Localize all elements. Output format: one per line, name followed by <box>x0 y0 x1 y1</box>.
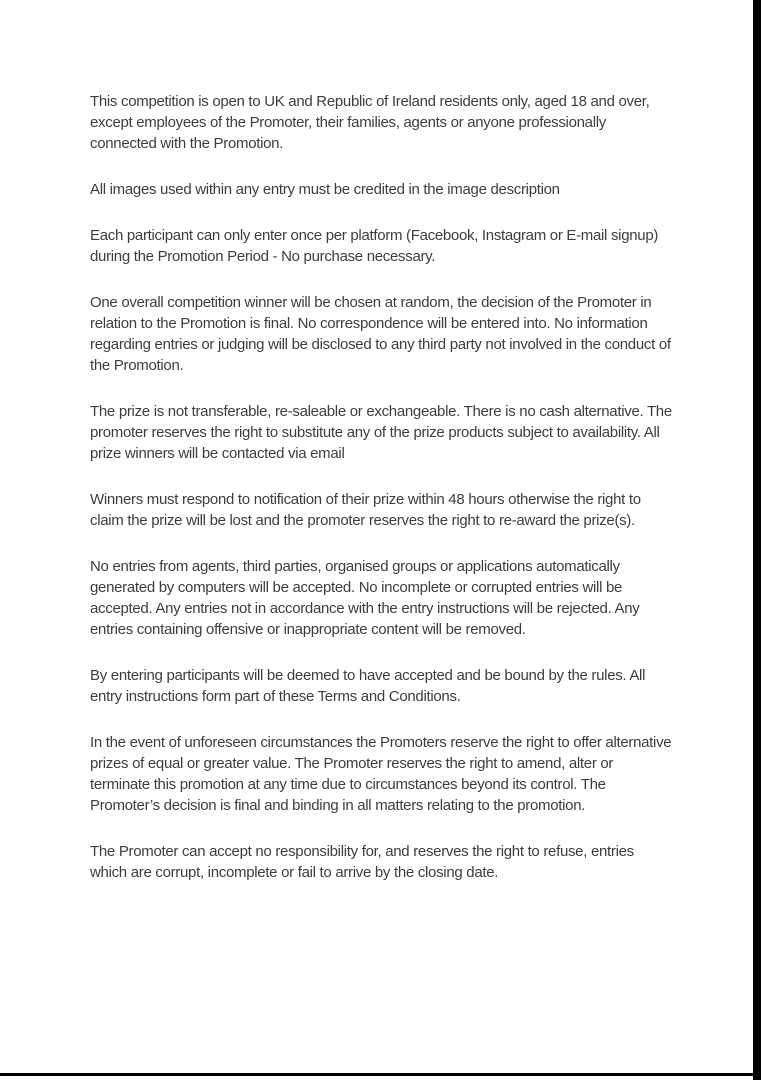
terms-paragraph-entry-restrictions: No entries from agents, third parties, organised groups or applications automatically generated by computers will be accepted. No incomplete or corrupted entries will be accepted. Any entries not in accordance with the entry instructions will be rejected. Any entries containing offensive or inappropriate content will be removed. <box>90 558 640 638</box>
terms-paragraph-entry-limit: Each participant can only enter once per platform (Facebook, Instagram or E-mail signup) during the Promotion Period - No purchase necessary. <box>90 227 659 265</box>
terms-paragraph-winner-selection: One overall competition winner will be chosen at random, the decision of the Promoter in relation to the Promotion is final. No correspondence will be entered into. No information regarding entries or judging will be disclosed to any third party not involved in the conduct of the Promotion. <box>90 294 671 374</box>
terms-paragraph-prize-conditions: The prize is not transferable, re-saleable or exchangeable. There is no cash alternative. The promoter reserves the right to substitute any of the prize products subject to availability. All prize winners will be contacted via email <box>90 403 672 462</box>
terms-text-block <box>90 91 674 908</box>
right-edge-bar <box>753 0 761 1080</box>
terms-paragraph-unforeseen-circumstances: In the event of unforeseen circumstances the Promoters reserve the right to offer alternative prizes of equal or greater value. The Promoter reserves the right to amend, alter or terminate this promotion at any time due to circumstances beyond its control. The Promoter’s decision is final and binding in all matters relating to the promotion. <box>90 734 672 814</box>
bottom-edge-rule <box>0 1073 761 1076</box>
terms-paragraph-responsibility: The Promoter can accept no responsibility for, and reserves the right to refuse, entries which are corrupt, incomplete or fail to arrive by the closing date. <box>90 843 634 881</box>
terms-paragraph-acceptance: By entering participants will be deemed to have accepted and be bound by the rules. All entry instructions form part of these Terms and Conditions. <box>90 667 646 705</box>
terms-paragraph-response-time: Winners must respond to notification of their prize within 48 hours otherwise the right to claim the prize will be lost and the promoter reserves the right to re-award the prize(s). <box>90 491 641 529</box>
terms-paragraph-image-credit: All images used within any entry must be credited in the image description <box>90 181 560 198</box>
terms-paragraph-eligibility: This competition is open to UK and Republic of Ireland residents only, aged 18 and over, except employees of the Promoter, their families, agents or anyone professionally connected with the Promotion. <box>90 93 650 152</box>
